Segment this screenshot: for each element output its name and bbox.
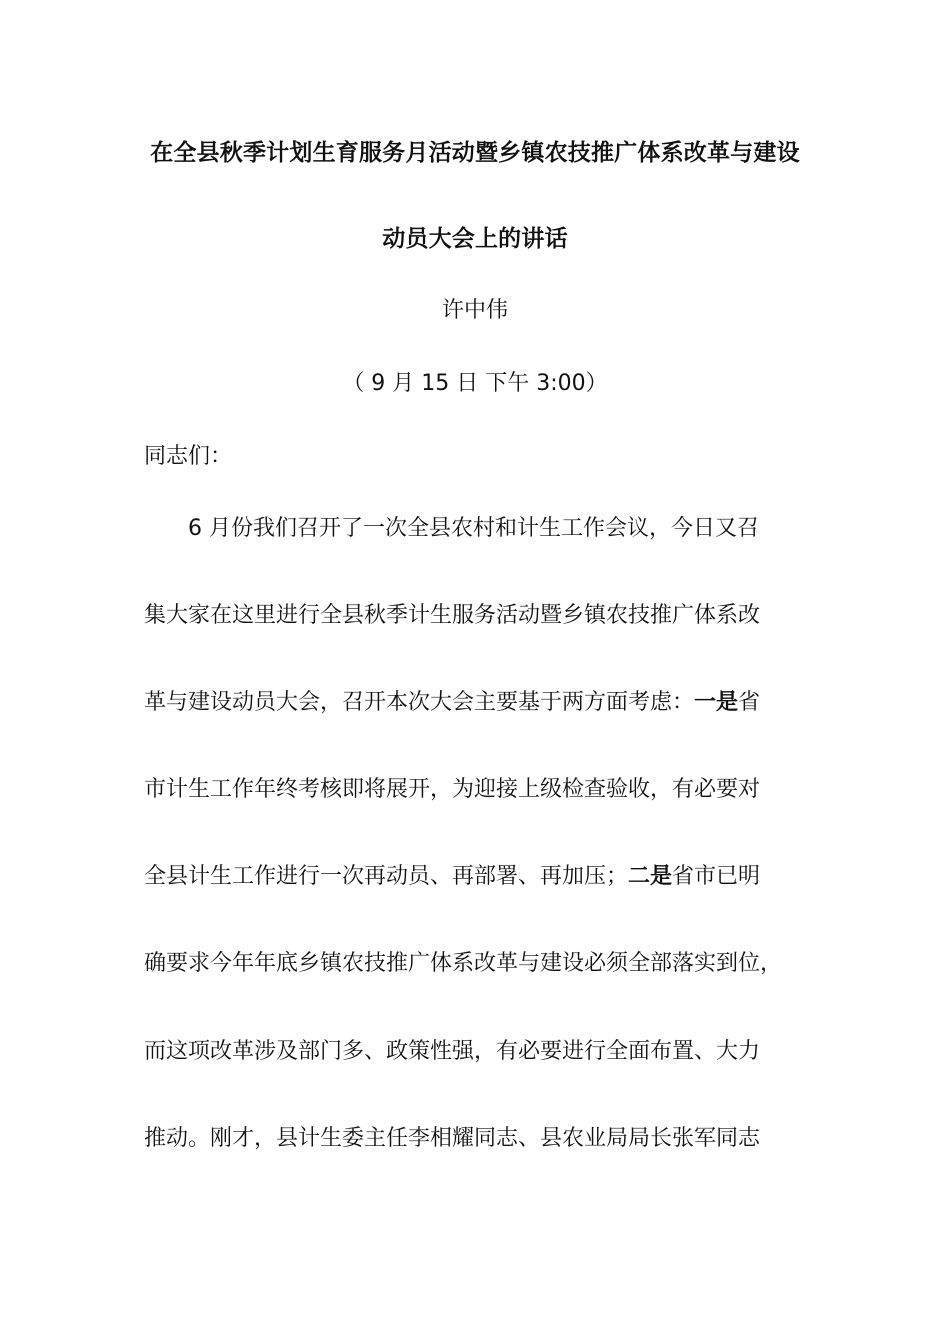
paragraph-line: 集大家在这里进行全县秋季计生服务活动暨乡镇农技推广体系改 bbox=[144, 603, 761, 628]
document-title-line-1: 在全县秋季计划生育服务月活动暨乡镇农技推广体系改革与建设 bbox=[150, 140, 800, 166]
author-name: 许中伟 bbox=[441, 298, 508, 323]
paragraph-line: 市计生工作年终考核即将展开，为迎接上级检查验收，有必要对 bbox=[144, 777, 761, 802]
document-title-line-2: 动员大会上的讲话 bbox=[382, 226, 568, 252]
paragraph-text: 全县计生工作进行一次再动员、再部署、再加压； bbox=[144, 864, 629, 889]
paragraph-text: 省 bbox=[738, 690, 761, 715]
paragraph-line bbox=[144, 862, 824, 892]
paragraph-line: 6 月份我们召开了一次全县农村和计生工作会议，今日又召 bbox=[188, 516, 759, 541]
emphasis-text: 一是 bbox=[694, 690, 739, 715]
emphasis-text: 二是 bbox=[628, 864, 673, 889]
paragraph-line: 推动。刚才，县计生委主任李相耀同志、县农业局局长张军同志 bbox=[144, 1126, 761, 1151]
paragraph-line: 而这项改革涉及部门多、政策性强，有必要进行全面布置、大力 bbox=[144, 1039, 761, 1064]
paragraph-line bbox=[144, 688, 824, 718]
salutation: 同志们： bbox=[144, 444, 233, 469]
paragraph-line: 确要求今年年底乡镇农技推广体系改革与建设必须全部落实到位， bbox=[144, 951, 783, 976]
paragraph-text: 革与建设动员大会，召开本次大会主要基于两方面考虑： bbox=[144, 690, 695, 715]
date-time-line: （ 9 月 15 日 下午 3:00） bbox=[342, 371, 608, 396]
paragraph-text: 省市已明 bbox=[672, 864, 761, 889]
